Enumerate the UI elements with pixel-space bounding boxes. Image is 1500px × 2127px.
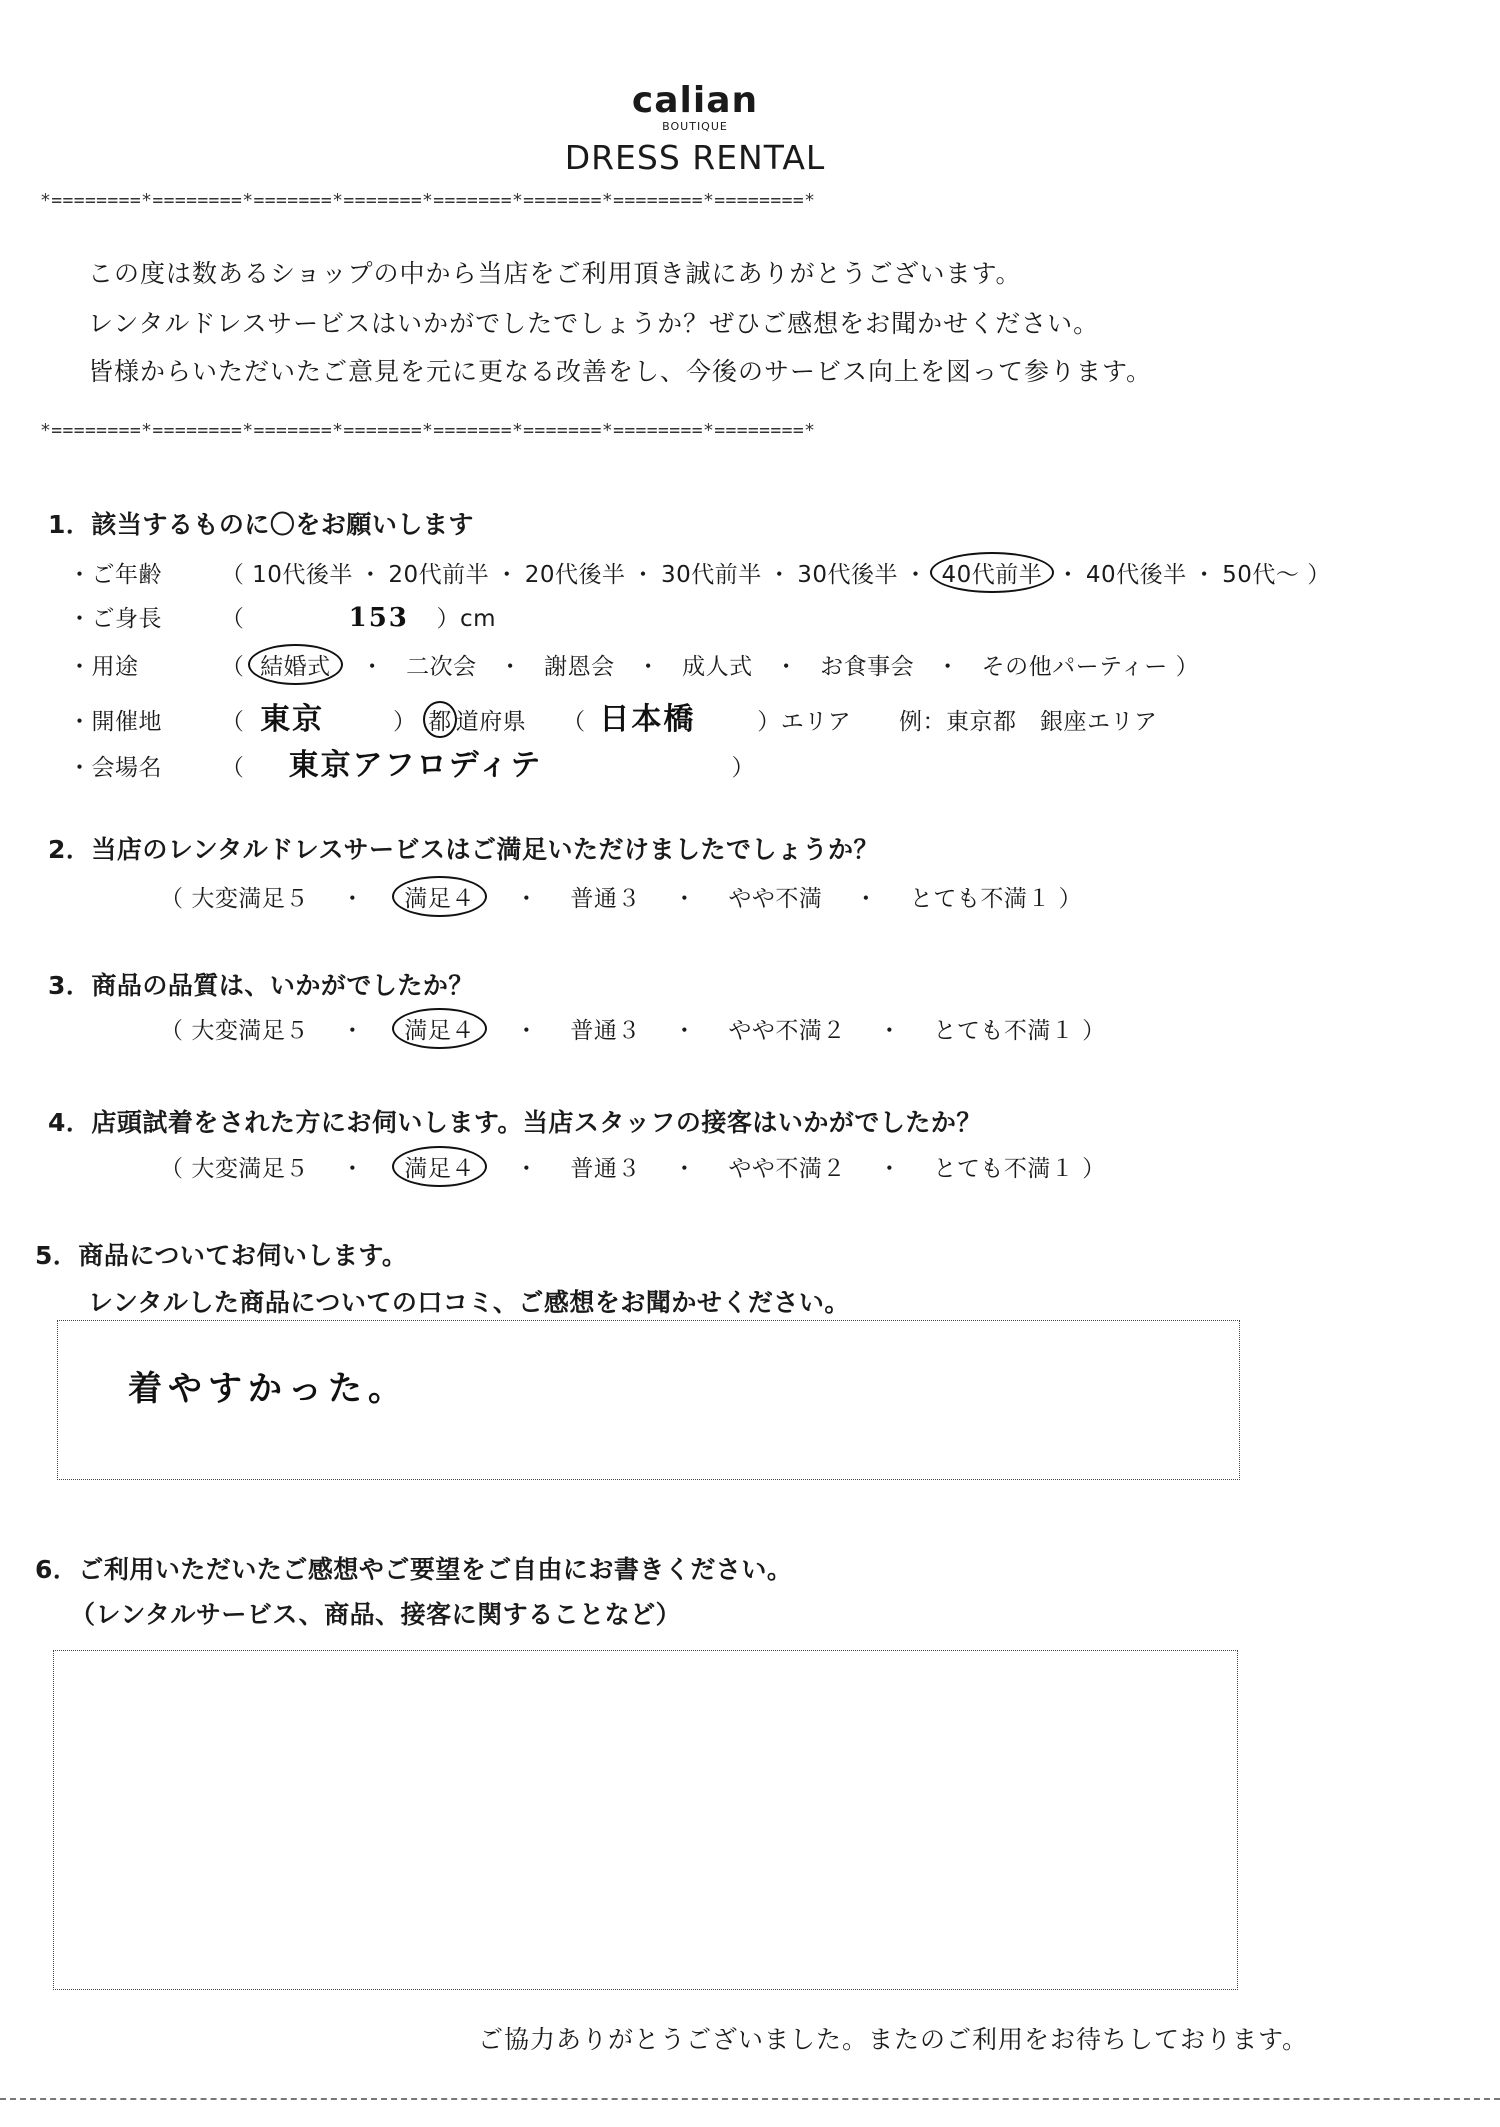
age-options-separator: ・ bbox=[358, 562, 383, 588]
height-open-paren: （ bbox=[220, 606, 245, 632]
purpose-open-paren: （ bbox=[220, 654, 245, 680]
q3-option[interactable]: とても不満１ bbox=[933, 1018, 1075, 1044]
venue-area-label: ・開催地 bbox=[68, 709, 162, 735]
area-open-paren: （ bbox=[562, 709, 586, 735]
brand-logo-subtitle: BOUTIQUE bbox=[662, 120, 728, 133]
q4-close-paren: ） bbox=[1082, 1156, 1106, 1182]
q3-open-paren: （ bbox=[160, 1018, 184, 1044]
age-open-paren: （ bbox=[220, 562, 245, 588]
intro-line-1: この度は数あるショップの中から当店をご利用頂き誠にありがとうございます。 bbox=[88, 259, 1022, 288]
intro-line-3: 皆様からいただいたご意見を元に更なる改善をし、今後のサービス向上を図って参ります。 bbox=[88, 357, 1153, 386]
q2-option[interactable]: やや不満 bbox=[728, 886, 823, 912]
q3-options-separator: ・ bbox=[877, 1018, 902, 1044]
height-value[interactable]: 153 bbox=[348, 603, 409, 633]
q4-options-separator: ・ bbox=[877, 1156, 902, 1182]
age-options-separator: ・ bbox=[1192, 562, 1217, 588]
top-divider: *========*========*=======*=======*=======*=======*========*========* bbox=[40, 190, 816, 211]
q2-title: 2．当店のレンタルドレスサービスはご満足いただけましたでしょうか？ bbox=[48, 835, 880, 864]
q2-close-paren: ） bbox=[1058, 886, 1083, 912]
purpose-label: ・用途 bbox=[68, 654, 139, 680]
q2-option[interactable]: 満足４ bbox=[392, 876, 487, 917]
q3-options-separator: ・ bbox=[514, 1018, 539, 1044]
purpose-option[interactable]: 謝恩会 bbox=[544, 654, 615, 680]
purpose-options bbox=[252, 654, 1168, 680]
middle-divider: *========*========*=======*=======*=======*=======*========*========* bbox=[40, 420, 816, 441]
q3-option[interactable]: 普通３ bbox=[570, 1018, 641, 1044]
venue-name-value[interactable]: 東京アフロディテ bbox=[288, 748, 543, 783]
purpose-options-separator: ・ bbox=[498, 654, 523, 680]
height-close-unit: ）cm bbox=[436, 606, 496, 632]
prefecture-suffix-selected[interactable]: 都 bbox=[423, 701, 457, 738]
q4-option[interactable]: やや不満２ bbox=[728, 1156, 846, 1182]
q4-option[interactable]: 満足４ bbox=[392, 1146, 487, 1187]
q2-options-separator: ・ bbox=[514, 886, 539, 912]
venue-name-row bbox=[68, 740, 755, 784]
q6-subtitle: （レンタルサービス、商品、接客に関することなど） bbox=[70, 1600, 682, 1629]
q2-options-separator: ・ bbox=[672, 886, 697, 912]
age-options-separator: ・ bbox=[495, 562, 519, 588]
age-options-separator: ・ bbox=[904, 562, 928, 588]
purpose-close-paren: ） bbox=[1175, 654, 1200, 680]
q2-options bbox=[191, 886, 1051, 912]
q3-options-row bbox=[160, 1012, 1106, 1045]
age-option[interactable]: 10代後半 bbox=[252, 562, 353, 588]
age-close-paren: ） bbox=[1307, 562, 1331, 588]
venue-name-label: ・会場名 bbox=[68, 755, 162, 781]
purpose-option[interactable]: 結婚式 bbox=[248, 644, 343, 685]
area-value[interactable]: 日本橋 bbox=[599, 702, 696, 737]
age-option[interactable]: 40代前半 bbox=[930, 552, 1055, 593]
area-close-suffix: ）エリア bbox=[757, 709, 852, 735]
age-row bbox=[68, 556, 1331, 589]
purpose-options-separator: ・ bbox=[774, 654, 799, 680]
age-label: ・ご年齢 bbox=[68, 562, 162, 588]
venue-area-example: 例：東京都 銀座エリア bbox=[899, 709, 1158, 735]
brand-logo-name: calian bbox=[631, 80, 759, 121]
q4-options-separator: ・ bbox=[340, 1156, 365, 1182]
intro-line-2: レンタルドレスサービスはいかがでしたでしょうか？ぜひご感想をお聞かせください。 bbox=[88, 309, 1100, 338]
q4-options bbox=[191, 1156, 1074, 1182]
q5-answer-text: 着やすかった。 bbox=[128, 1369, 408, 1409]
purpose-option[interactable]: その他パーティー bbox=[981, 654, 1168, 680]
q4-option[interactable]: 大変満足５ bbox=[191, 1156, 309, 1182]
q6-title: 6．ご利用いただいたご感想やご要望をご自由にお書きください。 bbox=[35, 1555, 793, 1584]
age-option[interactable]: 20代前半 bbox=[388, 562, 490, 588]
q3-option[interactable]: 大変満足５ bbox=[191, 1018, 309, 1044]
q1-title: 1．該当するものに〇をお願いします bbox=[48, 510, 474, 539]
purpose-option[interactable]: 二次会 bbox=[406, 654, 477, 680]
q5-subtitle: レンタルした商品についての口コミ、ご感想をお聞かせください。 bbox=[88, 1288, 850, 1317]
q2-options-separator: ・ bbox=[854, 886, 878, 912]
q4-options-separator: ・ bbox=[514, 1156, 539, 1182]
age-option[interactable]: 40代後半 bbox=[1085, 562, 1187, 588]
q3-options-separator: ・ bbox=[340, 1018, 365, 1044]
q2-option[interactable]: 大変満足５ bbox=[191, 886, 309, 912]
purpose-option[interactable]: お食事会 bbox=[820, 654, 915, 680]
footer-thanks: ご協力ありがとうございました。またのご利用をお待ちしております。 bbox=[478, 2025, 1309, 2054]
prefecture-value[interactable]: 東京 bbox=[260, 702, 325, 737]
height-row bbox=[68, 600, 496, 633]
venue-area-row bbox=[68, 694, 1158, 738]
q2-option[interactable]: 普通３ bbox=[570, 886, 641, 912]
age-options-separator: ・ bbox=[1056, 562, 1080, 588]
q4-options-row bbox=[160, 1150, 1106, 1183]
q2-options-separator: ・ bbox=[340, 886, 365, 912]
purpose-row bbox=[68, 648, 1199, 681]
age-option[interactable]: 30代前半 bbox=[660, 562, 762, 588]
scan-edge-line bbox=[0, 2098, 1500, 2108]
form-title: DRESS RENTAL bbox=[564, 138, 826, 177]
venue-area-open-paren: （ bbox=[220, 709, 245, 735]
age-option[interactable]: 30代後半 bbox=[797, 562, 899, 588]
q3-option[interactable]: やや不満２ bbox=[728, 1018, 846, 1044]
q4-options-separator: ・ bbox=[672, 1156, 697, 1182]
age-options-separator: ・ bbox=[631, 562, 655, 588]
age-option[interactable]: 20代後半 bbox=[524, 562, 626, 588]
q4-option[interactable]: とても不満１ bbox=[933, 1156, 1075, 1182]
q3-option[interactable]: 満足４ bbox=[392, 1008, 487, 1049]
venue-name-close-paren: ） bbox=[731, 755, 755, 781]
q3-options-separator: ・ bbox=[672, 1018, 697, 1044]
prefecture-suffix-rest: 道府県 bbox=[455, 709, 527, 735]
q5-title: 5．商品についてお伺いします。 bbox=[35, 1241, 408, 1270]
q4-title: 4．店頭試着をされた方にお伺いします。当店スタッフの接客はいかがでしたか？ bbox=[48, 1108, 982, 1137]
venue-name-open-paren: （ bbox=[220, 755, 245, 781]
purpose-options-separator: ・ bbox=[936, 654, 960, 680]
q2-option[interactable]: とても不満１ bbox=[909, 886, 1051, 912]
purpose-options-separator: ・ bbox=[636, 654, 661, 680]
q3-options bbox=[191, 1018, 1074, 1044]
height-label: ・ご身長 bbox=[68, 606, 162, 632]
purpose-option[interactable]: 成人式 bbox=[682, 654, 753, 680]
prefecture-close-paren: ） bbox=[392, 709, 417, 735]
q4-open-paren: （ bbox=[160, 1156, 184, 1182]
q2-options-row bbox=[160, 880, 1082, 913]
purpose-options-separator: ・ bbox=[360, 654, 385, 680]
age-options bbox=[252, 562, 1299, 588]
q6-answer-box[interactable] bbox=[53, 1650, 1238, 1990]
q3-title: 3．商品の品質は、いかがでしたか？ bbox=[48, 971, 474, 1000]
q4-option[interactable]: 普通３ bbox=[570, 1156, 641, 1182]
q5-answer-box[interactable] bbox=[57, 1320, 1240, 1480]
q3-close-paren: ） bbox=[1082, 1018, 1106, 1044]
age-option[interactable]: 50代～ bbox=[1222, 562, 1300, 588]
age-options-separator: ・ bbox=[767, 562, 792, 588]
q2-open-paren: （ bbox=[160, 886, 184, 912]
